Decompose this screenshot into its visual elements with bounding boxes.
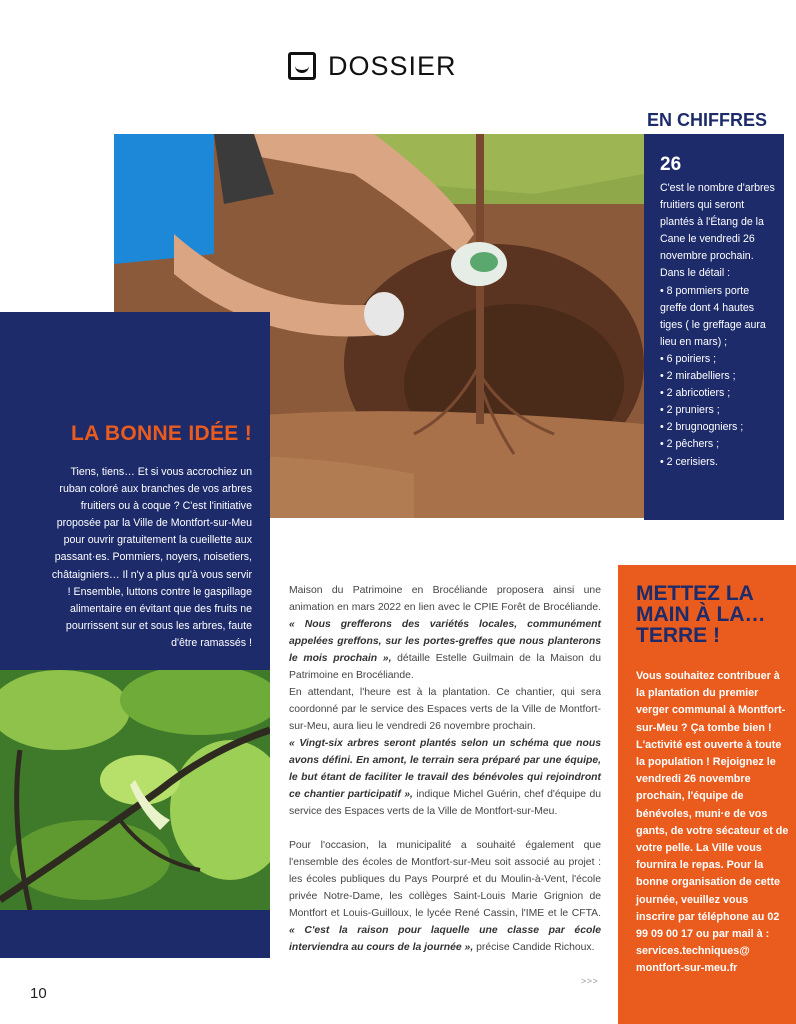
- article-paragraph: En attendant, l'heure est à la plantation. Ce chantier, qui sera coordonné par le service des Espaces verts de la Ville de Montfort-sur-Meu, aura lieu le vendredi 26 novembre prochain.: [289, 687, 601, 732]
- continue-arrows: >>>: [581, 976, 599, 986]
- figures-heading: EN CHIFFRES: [647, 110, 768, 130]
- article-paragraph: [289, 735, 601, 820]
- article-quote: « Nous grefferons des variétés locales, communément appelées greffons, sur les portes-greffes que nous planterons le mois prochain »,: [289, 619, 601, 664]
- list-item: • 2 cerisiers.: [660, 454, 776, 471]
- list-item: • 2 brugnogniers ;: [660, 419, 776, 436]
- fruit-tree-leaves-photo: [0, 670, 270, 910]
- good-idea-box: [0, 312, 270, 670]
- figures-detail-label: Dans le détail :: [660, 267, 731, 280]
- call-to-action-text-part: prochain, l'équipe de bénévoles, muni·e de vos gants, de votre sécateur et de votre pelle. La Ville vous fournira le repas. Pour la bonne organisation de cette journée, veuillez vous inscrire par téléphone au 02 99 09 00 17 ou par mail à : services.techniques@ montfort-sur-meu.fr: [636, 790, 789, 975]
- article-text: indique Michel Guérin, chef d'équipe du service des Espaces verts de la Ville de Montfort-sur-Meu.: [289, 789, 602, 817]
- article-body: [289, 582, 601, 956]
- article-quote: « C'est la raison pour laquelle une classe par école interviendra au cours de la journée »,: [289, 925, 601, 953]
- list-item: • 2 pruniers ;: [660, 402, 776, 419]
- good-idea-heading: LA BONNE IDÉE !: [70, 422, 252, 445]
- article-paragraph: [289, 582, 601, 684]
- list-item: • 2 abricotiers ;: [660, 385, 776, 402]
- figures-box: [644, 134, 784, 520]
- figures-intro: C'est le nombre d'arbres fruitiers qui seront plantés à l'Étang de la Cane le vendredi 26 novembre prochain.: [660, 182, 775, 263]
- navy-strip: [0, 910, 270, 958]
- call-to-action-box: [618, 565, 796, 1024]
- article-text: Maison du Patrimoine en Brocéliande proposera ainsi une animation en mars 2022 en lien avec le CPIE Forêt de Brocéliande.: [289, 585, 601, 613]
- good-idea-text: Tiens, tiens… Et si vous accrochiez un ruban coloré aux branches de vos arbres fruitiers ou à coque ? C'est l'initiative proposée par la Ville de Montfort-sur-Meu pour ouvrir gratuitement la cueillette aux passant·es. Pommiers, noyers, noisetiers, châtaigniers… Il n'y a plus qu'à vous servir ! Ensemble, luttons contre le gaspillage alimentaire en évitant que des fruits ne pourrissent sur et sous les arbres, faute d'être ramassés !: [51, 466, 252, 649]
- figures-number: 26: [660, 154, 682, 175]
- article-text: précise Candide Richoux.: [473, 942, 595, 953]
- list-item: • 2 pêchers ;: [660, 436, 776, 453]
- figures-list: [660, 283, 776, 471]
- list-item: • 8 pommiers porte greffe dont 4 hautes tiges ( le greffage aura lieu en mars) ;: [660, 283, 776, 351]
- article-text: détaille Estelle Guilmain de la Maison du Patrimoine en Brocéliande.: [289, 653, 601, 681]
- list-item: • 2 mirabelliers ;: [660, 368, 776, 385]
- article-quote: « Vingt-six arbres seront plantés selon un schéma que nous avons défini. En amont, le terrain sera préparé par une équipe, le but étant de faciliter le travail des bénévoles qui rejoindront ce chantier participatif »,: [289, 738, 601, 800]
- article-text: Pour l'occasion, la municipalité a souhaité également que l'ensemble des écoles de Montfort-sur-Meu soit associé au projet : les écoles publiques du Pays Pourpré et du Moulin-à-Vent, l'école privée Notre-Dame, les collèges Saint-Louis Marie Grignion de Montfort et Louis-Guilloux, le lycée René Cassin, l'IME et le CFTA.: [289, 840, 601, 919]
- article-paragraph: [289, 837, 601, 956]
- page-number: 10: [30, 985, 47, 1002]
- list-item: • 6 poiriers ;: [660, 351, 776, 368]
- section-header: [288, 46, 457, 86]
- smile-box-icon: [288, 52, 316, 80]
- call-to-action-heading: METTEZ LA MAIN À LA… TERRE !: [636, 582, 766, 647]
- call-to-action-text-part: Vous souhaitez contribuer à la plantation du premier verger communal à Montfort-sur-Meu ? Ça tombe bien ! L'activité est ouverte à toute la population ! Rejoignez le: [636, 670, 786, 769]
- section-title: DOSSIER: [328, 50, 457, 81]
- event-date: vendredi 26 novembre: [636, 773, 751, 786]
- call-to-action-text: [636, 668, 790, 978]
